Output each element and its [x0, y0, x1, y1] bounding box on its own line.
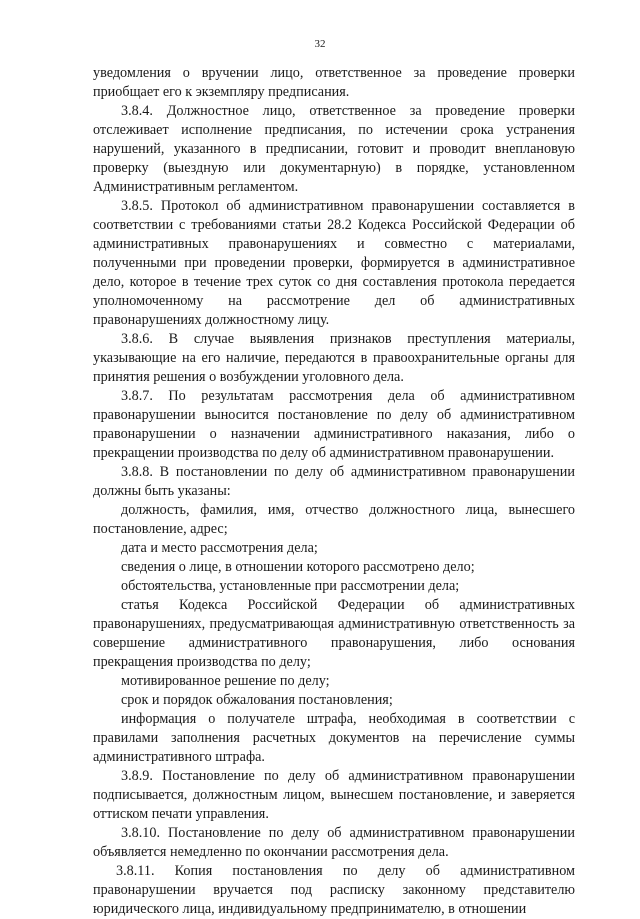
list-item: дата и место рассмотрения дела;	[121, 540, 318, 556]
list-item: срок и порядок обжалования постановления;	[121, 692, 393, 708]
paragraph-3-8-10: 3.8.10. Постановление по делу об административном правонарушении объявляется немедленно по окончании рассмотрения дела.	[93, 825, 575, 860]
list-item: мотивированное решение по делу;	[121, 673, 330, 689]
list-item: статья Кодекса Российской Федерации об административных правонарушениях, предусматривающая административную ответственность за совершение административного правонарушения, либо основания прекращения производства по делу;	[93, 597, 575, 670]
paragraph-3-8-11: 3.8.11. Копия постановления по делу об административном правонарушении вручается под расписку законному представителю юридического лица, индивидуальному предпринимателю, в отношении	[93, 863, 575, 917]
paragraph-3-8-4: 3.8.4. Должностное лицо, ответственное за проведение проверки отслеживает исполнение предписания, по истечении срока устранения нарушений, указанного в предписании, готовит и проводит внеплановую проверку (выездную или документарную) в порядке, установленном Административным регламентом.	[93, 103, 575, 195]
document-body	[93, 64, 575, 919]
paragraph-3-8-6: 3.8.6. В случае выявления признаков преступления материалы, указывающие на его наличие, передаются в правоохранительные органы для принятия решения о возбуждении уголовного дела.	[93, 331, 575, 385]
paragraph-continuation: уведомления о вручении лицо, ответственное за проведение проверки приобщает его к экземпляру предписания.	[93, 65, 575, 100]
paragraph-3-8-8: 3.8.8. В постановлении по делу об административном правонарушении должны быть указаны:	[93, 464, 575, 499]
list-item: обстоятельства, установленные при рассмотрении дела;	[121, 578, 460, 594]
list-item: сведения о лице, в отношении которого рассмотрено дело;	[121, 559, 475, 575]
list-item: информация о получателе штрафа, необходимая в соответствии с правилами заполнения расчетных документов на перечисление суммы административного штрафа.	[93, 711, 575, 765]
paragraph-3-8-9: 3.8.9. Постановление по делу об административном правонарушении подписывается, должностным лицом, вынесшем постановление, и заверяется оттиском печати управления.	[93, 768, 575, 822]
list-item: должность, фамилия, имя, отчество должностного лица, вынесшего постановление, адрес;	[93, 502, 575, 537]
paragraph-3-8-5: 3.8.5. Протокол об административном правонарушении составляется в соответствии с требованиями статьи 28.2 Кодекса Российской Федерации об административных правонарушениях и совместно с материалами, полученными при проведении проверки, формируется в административное дело, которое в течение трех суток со дня составления протокола передается уполномоченному на рассмотрение дел об административных правонарушениях должностному лицу.	[93, 198, 575, 328]
page-number: 32	[314, 38, 326, 50]
paragraph-3-8-7: 3.8.7. По результатам рассмотрения дела об административном правонарушении выносится постановление по делу об административном правонарушении о назначении административного наказания, либо о прекращении производства по делу об административном правонарушении.	[93, 388, 575, 461]
